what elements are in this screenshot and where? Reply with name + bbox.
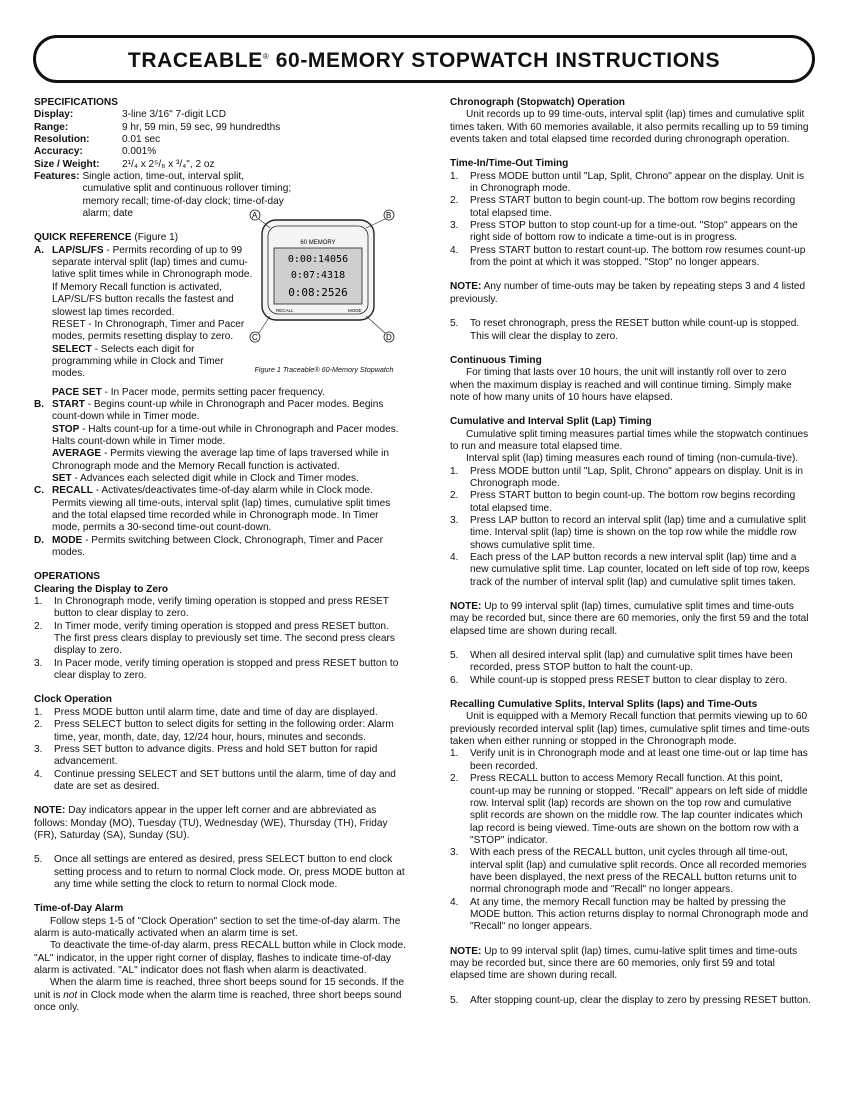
paragraph: For timing that lasts over 10 hours, the unit will instantly roll over to zero when the maximum display is reached and will continue timing. Simply make note of how many units of 10 hours have elapsed.: [450, 367, 792, 403]
lcd-row-1: 0:00:14056: [287, 254, 349, 266]
spec-features: Features: Single action, time-out, interval split, cumulative split and continuous rollover timing; memory recall; time-of-day clock; time-of-day alarm; date: [34, 171, 292, 220]
section-heading: Continuous Timing: [450, 354, 542, 366]
list-item: B. START - Begins count-up while in Chronograph and Pacer modes. Begins count-down while in Timer mode. STOP - Halts count-up for a time-out while in Chronograph and Pacer modes. Halts count-down while in Timer mode. AVERAGE - Permits viewing the average lap time of laps traversed while in Chronograph mode and the Memory Recall function is activated. SET - Advances each selected digit while in Clock and Timer modes.: [34, 398, 399, 484]
note: NOTE: Any number of time-outs may be taken by repeating steps 3 and 4 listed previously.: [450, 281, 806, 305]
list-item: 3. Press LAP button to record an interval split (lap) time and a cumulative split time. Interval split (lap) time is shown on the top row while the middle row shows cumulative split time.: [450, 514, 806, 551]
figure-caption: Figure 1 Traceable® 60-Memory Stopwatch: [254, 365, 394, 375]
list-item: 2. Press SELECT button to select digits for setting in the following order: Alarm time, year, month, date, day, 12/24 hour, hours, minutes and seconds.: [34, 719, 394, 743]
list-item: PACE SET - In Pacer mode, permits setting pacer frequency.: [52, 386, 325, 398]
section-heading: Clearing the Display to Zero: [34, 583, 169, 595]
paragraph: To deactivate the time-of-day alarm, press RECALL button while in Clock mode. "AL" indicator, in the upper right corner of display, flashes to indicate time-of-day alarm is activated. "AL" indicator does not flash when alarm is deactivated.: [34, 940, 406, 976]
section-heading: Clock Operation: [34, 694, 112, 706]
list-item: 1. Press MODE button until "Lap, Split, Chrono" appears on display. Unit is in Chronograph mode.: [450, 465, 803, 489]
figure-label-b: B: [386, 211, 392, 221]
left-column: [34, 97, 406, 1014]
figure-label-d: D: [386, 333, 392, 343]
list-item: 3. With each press of the RECALL button, unit cycles through all time-out, interval split (lap) and cumulative split records. Once all recorded memories have been displayed, the next press of the RECALL button returns unit to normal chronograph mode and "Recall" no longer appears.: [450, 847, 807, 896]
list-item: 4. At any time, the memory Recall function may be halted by pressing the MODE button. This action returns display to normal Chronograph mode and "Recall" no longer appears.: [450, 896, 809, 933]
page-title: TRACEABLE® 60-MEMORY STOPWATCH INSTRUCTIONS: [127, 49, 721, 72]
stopwatch-brand: 60 MEMORY: [300, 240, 336, 247]
stopwatch-figure: [244, 202, 412, 362]
list-item: A. LAP/SL/FS - Permits recording of up to 99 separate interval split (lap) times and cumu-lative split times while in Chronograph mode. If Memory Recall function is activated, LAP/SL/FS button recalls the fastest and slowest lap times recorded. RESET - In Chronograph, Timer and Pacer modes, permits resetting display to zero. SELECT - Selects each digit for programming while in Clock and Timer modes.: [34, 244, 253, 380]
figure-label-c: C: [252, 333, 258, 343]
list-item: 2. In Timer mode, verify timing operation is stopped and press RESET button. The first press clears display to previously set time. The second press clears display to zero.: [34, 620, 395, 657]
list-item: 1. Press MODE button until alarm time, date and time of day are displayed.: [34, 706, 378, 718]
list-item: 5. To reset chronograph, press the RESET button while count-up is stopped. This will clear the display to zero.: [450, 318, 800, 342]
list-item: 1. In Chronograph mode, verify timing operation is stopped and press RESET button to clear display to zero.: [34, 596, 389, 620]
svg-text:MODE: MODE: [348, 308, 362, 314]
paragraph: Interval split (lap) timing measures each round of timing (non-cumula-tive).: [466, 453, 799, 465]
list-item: 2. Press RECALL button to access Memory Recall function. At this point, count-up may be running or stopped. "Recall" appears on left side of middle row. Interval split (lap) records are shown on the top row and cumulative split records are shown on the middle row. The lap counter indicates which lap record is being viewed. Time-outs are shown on the bottom row with a "STOP" indicator.: [450, 773, 808, 846]
list-item: 4. Each press of the LAP button records a new interval split (lap) time and a new cumulative split time. Lap counter, located on left side of top row, keeps track of the number of interval split (lap) and cumulative split times taken.: [450, 552, 810, 588]
paragraph: Unit records up to 99 time-outs, interval split (lap) times and cumulative split times taken. With 60 memories available, it also permits recalling up to 59 timing events taken and total elapsed time recorded during chronograph operation.: [450, 109, 809, 146]
section-heading: Time-In/Time-Out Timing: [450, 158, 569, 170]
note: NOTE: Up to 99 interval split (lap) times, cumu-lative split times and time-outs may be recorded but, since there are 60 memories, only first 59 and total elapsed time are shown during recall.: [450, 945, 798, 982]
title-banner: [33, 35, 815, 83]
list-item: 5. When all desired interval split (lap) and cumulative split times have been recorded, press STOP button to halt the count-up.: [450, 650, 793, 674]
list-item: 1. Verify unit is in Chronograph mode and at least one time-out or lap time has been recorded.: [450, 748, 808, 772]
list-item: 3. Press SET button to advance digits. Press and hold SET button for rapid advancement.: [34, 743, 378, 768]
list-item: 5. After stopping count-up, clear the display to zero by pressing RESET button.: [450, 994, 811, 1006]
list-item: 4. Press START button to restart count-up. The bottom row resumes count-up from the point at which it was stopped. "Stop" no longer appears.: [450, 244, 806, 269]
figure-label-a: A: [252, 211, 258, 221]
paragraph: When the alarm time is reached, three short beeps sound for 15 seconds. If the unit is not in Clock mode when the alarm time is reached, three short beeps sound once only.: [34, 977, 405, 1014]
section-heading: Recalling Cumulative Splits, Interval Splits (laps) and Time-Outs: [450, 699, 758, 711]
list-item: 6. While count-up is stopped press RESET button to clear display to zero.: [450, 674, 788, 686]
spec-row: Size / Weight: 2¹/₄ x 2⁵/₈ x ³/₄", 2 oz: [34, 158, 215, 170]
list-item: 4. Continue pressing SELECT and SET buttons until the alarm, time of day and date are set as desired.: [34, 768, 396, 792]
svg-text:RECALL: RECALL: [276, 308, 294, 314]
list-item: 2. Press START button to begin count-up. The bottom row begins recording total elapsed time.: [450, 195, 796, 219]
list-item: C. RECALL - Activates/deactivates time-of-day alarm while in Clock mode. Permits viewing all time-outs, interval split (lap) times, cumulative split times and the total elapsed time recorded while in Chronograph mode. In Timer mode, permits a 30-second time-out count-down.: [34, 485, 391, 534]
lcd-row-2: 0:07:4318: [290, 270, 346, 282]
list-item: 2. Press START button to begin count-up. The bottom row begins recording total elapsed time.: [450, 490, 796, 514]
list-item: 5. Once all settings are entered as desired, press SELECT button to end clock setting process and to return to normal Clock mode. Or, press MODE button at any time while setting the clock to return to normal Clock mode.: [34, 854, 405, 890]
operations-heading: OPERATIONS: [34, 571, 100, 583]
paragraph: Unit is equipped with a Memory Recall function that permits viewing up to 60 previously recorded interval split (lap) times, cumulative split times and time-outs taken when either running or stopped in the Chronograph mode.: [450, 711, 810, 748]
paragraph: Cumulative split timing measures partial times while the stopwatch continues to run and measure total elapsed time.: [450, 428, 809, 452]
right-column: [450, 97, 812, 1007]
list-item: 1. Press MODE button until "Lap, Split, Chrono" appear on the display. Unit is in Chronograph mode.: [450, 170, 805, 195]
spec-row: Range: 9 hr, 59 min, 59 sec, 99 hundredths: [34, 121, 281, 133]
spec-row: Resolution: 0.01 sec: [34, 134, 161, 146]
section-heading: Cumulative and Interval Split (Lap) Timing: [450, 416, 652, 428]
spec-row: Display: 3-line 3/16" 7-digit LCD: [34, 109, 227, 121]
list-item: D. MODE - Permits switching between Clock, Chronograph, Timer and Pacer modes.: [34, 534, 383, 559]
section-heading: Chronograph (Stopwatch) Operation: [450, 97, 625, 108]
specs-heading: SPECIFICATIONS: [34, 97, 118, 108]
paragraph: Follow steps 1-5 of "Clock Operation" section to set the time-of-day alarm. The alarm is auto-matically activated when an alarm time is set.: [34, 915, 401, 939]
list-item: 3. Press STOP button to stop count-up for a time-out. "Stop" appears on the right side of bottom row to indicate a time-out is in progress.: [450, 220, 798, 244]
lcd-row-3: 0:08:2526: [288, 286, 348, 300]
quick-reference: QUICK REFERENCE (Figure 1) A B 60 MEMORY 0:00:14056 0:07:4318 0:08:2526 RECALL MODE C D Figure 1 Traceable® 60-Memory Stopwatch A. LAP/SL/FS - Permits recording of up to 99 separate interval split (lap) times and cumu-lative split times while in Chronograph mode. If Memory Recall function is activated, LAP/SL/FS button recalls the fastest and slowest lap times recorded. RESET - In Chronograph, Timer and Pacer modes, permits resetting display to zero. SELECT - Selects each digit for programming while in Clock and Timer modes. PACE SET - In Pacer mode, permits setting pacer frequency. B. START - Begins count-up while in Chronograph and Pacer modes. Begins count-down while in Timer mode. STOP - Halts count-up for a time-out while in Chronograph and Pacer modes. Halts count-down while in Timer mode. AVERAGE - Permits viewing the average lap time of laps traversed while in Chronograph mode and the Memory Recall function is activated. SET - Advances each selected digit while in Clock and Timer modes. C. RECALL - Activates/deactivates time-of-day alarm while in Clock mode. Permits viewing all time-outs, interval split (lap) times, cumulative split times and the total elapsed time recorded while in Chronograph mode. In Timer mode, permits a 30-second time-out count-down. D. MODE - Permits switching between Clock, Chronograph, Timer and Pacer modes.: [34, 232, 406, 559]
note: NOTE: Day indicators appear in the upper left corner and are abbreviated as follows: Monday (MO), Tuesday (TU), Wednesday (WE), Thursday (TH), Friday (FR), Saturday (SA), Sunday (SU).: [34, 805, 388, 841]
list-item: 3. In Pacer mode, verify timing operation is stopped and press RESET button to clear display to zero.: [34, 657, 399, 682]
spec-row: Accuracy: 0.001%: [34, 146, 157, 158]
section-heading: Time-of-Day Alarm: [34, 903, 124, 915]
note: NOTE: Up to 99 interval split (lap) times, cumulative split times and time-outs may be recorded but, since there are 60 memories, only the first 59 and the total elapsed time are shown during recall.: [450, 601, 809, 637]
